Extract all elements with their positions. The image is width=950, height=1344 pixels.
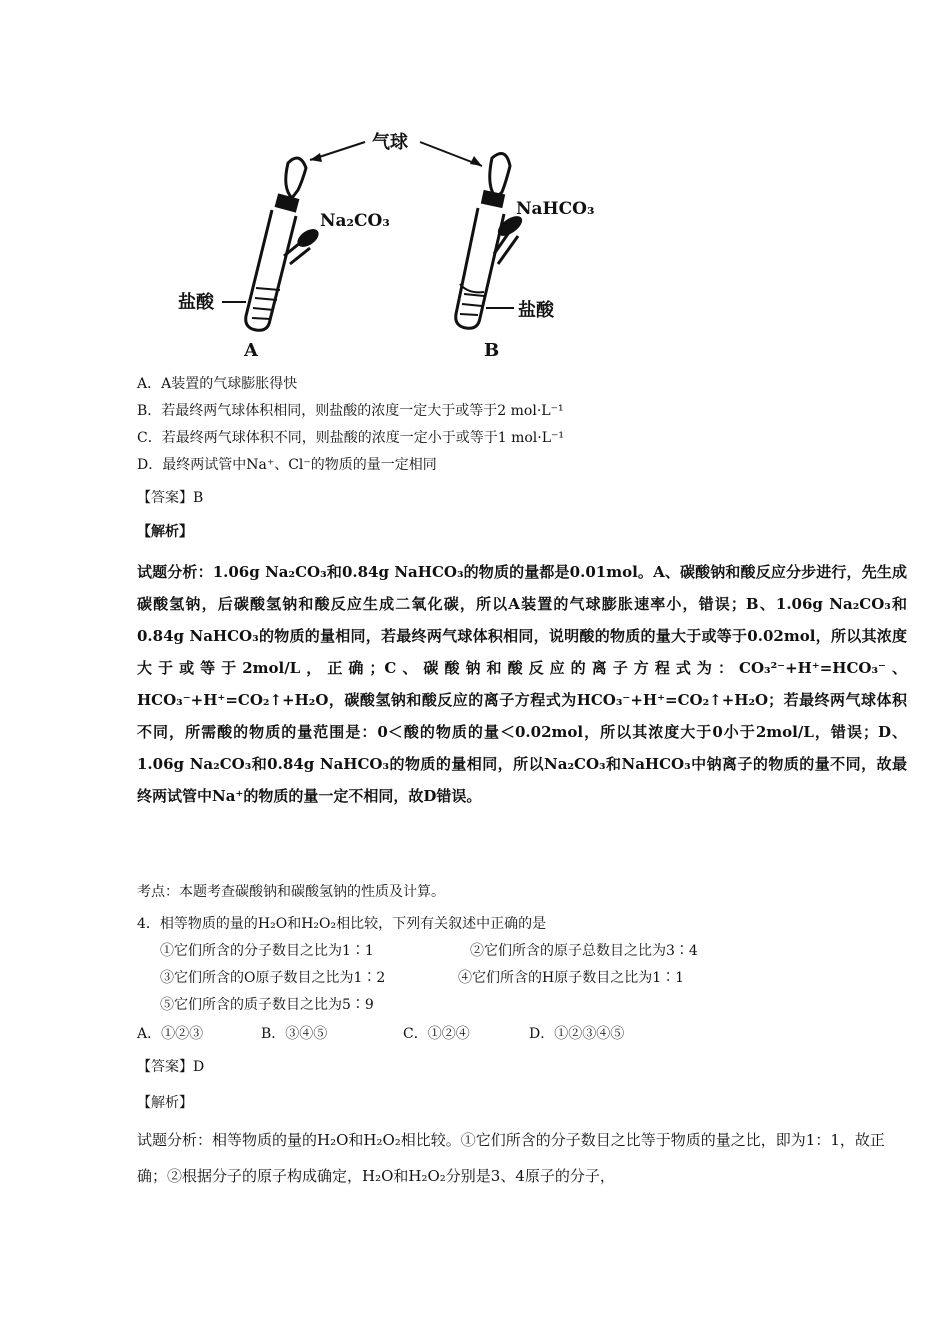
- q4-option-d: D．①②③④⑤: [529, 1026, 625, 1042]
- balloon-test-tube-figure: [160, 118, 620, 368]
- tag-a: A: [244, 340, 258, 361]
- q4-option-a: A．①②③: [137, 1026, 204, 1042]
- q4-statement-1: ①它们所含的分子数目之比为1∶1: [160, 943, 374, 959]
- q4-answer: 【答案】D: [137, 1059, 205, 1075]
- tag-b: B: [484, 340, 500, 361]
- tube-b: [456, 154, 595, 362]
- arrow-right-head: [470, 156, 482, 166]
- q4-statement-4: ④它们所含的H原子数目之比为1∶1: [458, 970, 685, 986]
- apparatus-diagram: [160, 118, 620, 368]
- q4-option-b: B．③④⑤: [261, 1026, 328, 1042]
- acid-label-a: 盐酸: [178, 292, 214, 313]
- q4-statement-row-2: [160, 968, 684, 988]
- reagent-b: NaHCO₃: [516, 199, 595, 219]
- q3-kaodian: 考点：本题考查碳酸钠和碳酸氢钠的性质及计算。: [137, 884, 445, 900]
- q4-stem: 4．相等物质的量的H₂O和H₂O₂相比较，下列有关叙述中正确的是: [137, 916, 547, 932]
- arrow-left-head: [310, 153, 322, 162]
- q4-analysis-heading: 【解析】: [137, 1095, 193, 1111]
- q4-option-c: C．①②④: [403, 1026, 470, 1042]
- q4-statement-2: ②它们所含的原子总数目之比为3∶4: [470, 943, 698, 959]
- q3-answer: 【答案】B: [137, 490, 204, 506]
- q3-option-c: C．若最终两气球体积不同，则盐酸的浓度一定小于或等于1 mol·L⁻¹: [137, 430, 564, 446]
- q3-option-b: B．若最终两气球体积相同，则盐酸的浓度一定大于或等于2 mol·L⁻¹: [137, 403, 564, 419]
- q3-option-a: A．A装置的气球膨胀得快: [137, 376, 298, 392]
- q3-analysis-text: 试题分析：1.06g Na₂CO₃和0.84g NaHCO₃的物质的量都是0.01mol。A、碳酸钠和酸反应分步进行，先生成碳酸氢钠，后碳酸氢钠和酸反应生成二氧化碳，所以A装置的气球膨胀速率小，错误；B、1.06g Na₂CO₃和0.84g NaHCO₃的物质的量相同，若最终两气球体积相同，说明酸的物质的量大于或等于0.02mol，所以其浓度大于或等于2mol/L，正确；C、碳酸钠和酸反应的离子方程式为：CO₃²⁻+H⁺=HCO₃⁻、HCO₃⁻+H⁺=CO₂↑+H₂O，碳酸氢钠和酸反应的离子方程式为HCO₃⁻+H⁺=CO₂↑+H₂O；若最终两气球体积不同，所需酸的物质的量范围是：0＜酸的物质的量＜0.02mol，所以其浓度大于0小于2mol/L，错误；D、1.06g Na₂CO₃和0.84g NaHCO₃的物质的量相同，所以Na₂CO₃和NaHCO₃中钠离子的物质的量不同，故最终两试管中Na⁺的物质的量一定不相同，故D错误。: [137, 563, 907, 805]
- q4-options-row: [137, 1024, 624, 1044]
- acid-label-b: 盐酸: [518, 300, 554, 321]
- q4-statement-3: ③它们所含的O原子数目之比为1∶2: [160, 970, 386, 986]
- q4-analysis-text: 试题分析：相等物质的量的H₂O和H₂O₂相比较。①它们所含的分子数目之比等于物质的量之比，即为1：1，故正确；②根据分子的原子构成确定，H₂O和H₂O₂分别是3、4原子的分子，: [137, 1131, 885, 1185]
- q3-analysis-heading: 【解析】: [137, 524, 193, 540]
- q4-statement-5: ⑤它们所含的质子数目之比为5∶9: [160, 997, 374, 1013]
- q4-statement-row-1: [160, 941, 698, 961]
- q3-option-d: D．最终两试管中Na⁺、Cl⁻的物质的量一定相同: [137, 457, 437, 473]
- reagent-a: Na₂CO₃: [320, 211, 390, 231]
- balloon-label: 气球: [372, 132, 408, 153]
- tube-a: [178, 158, 390, 361]
